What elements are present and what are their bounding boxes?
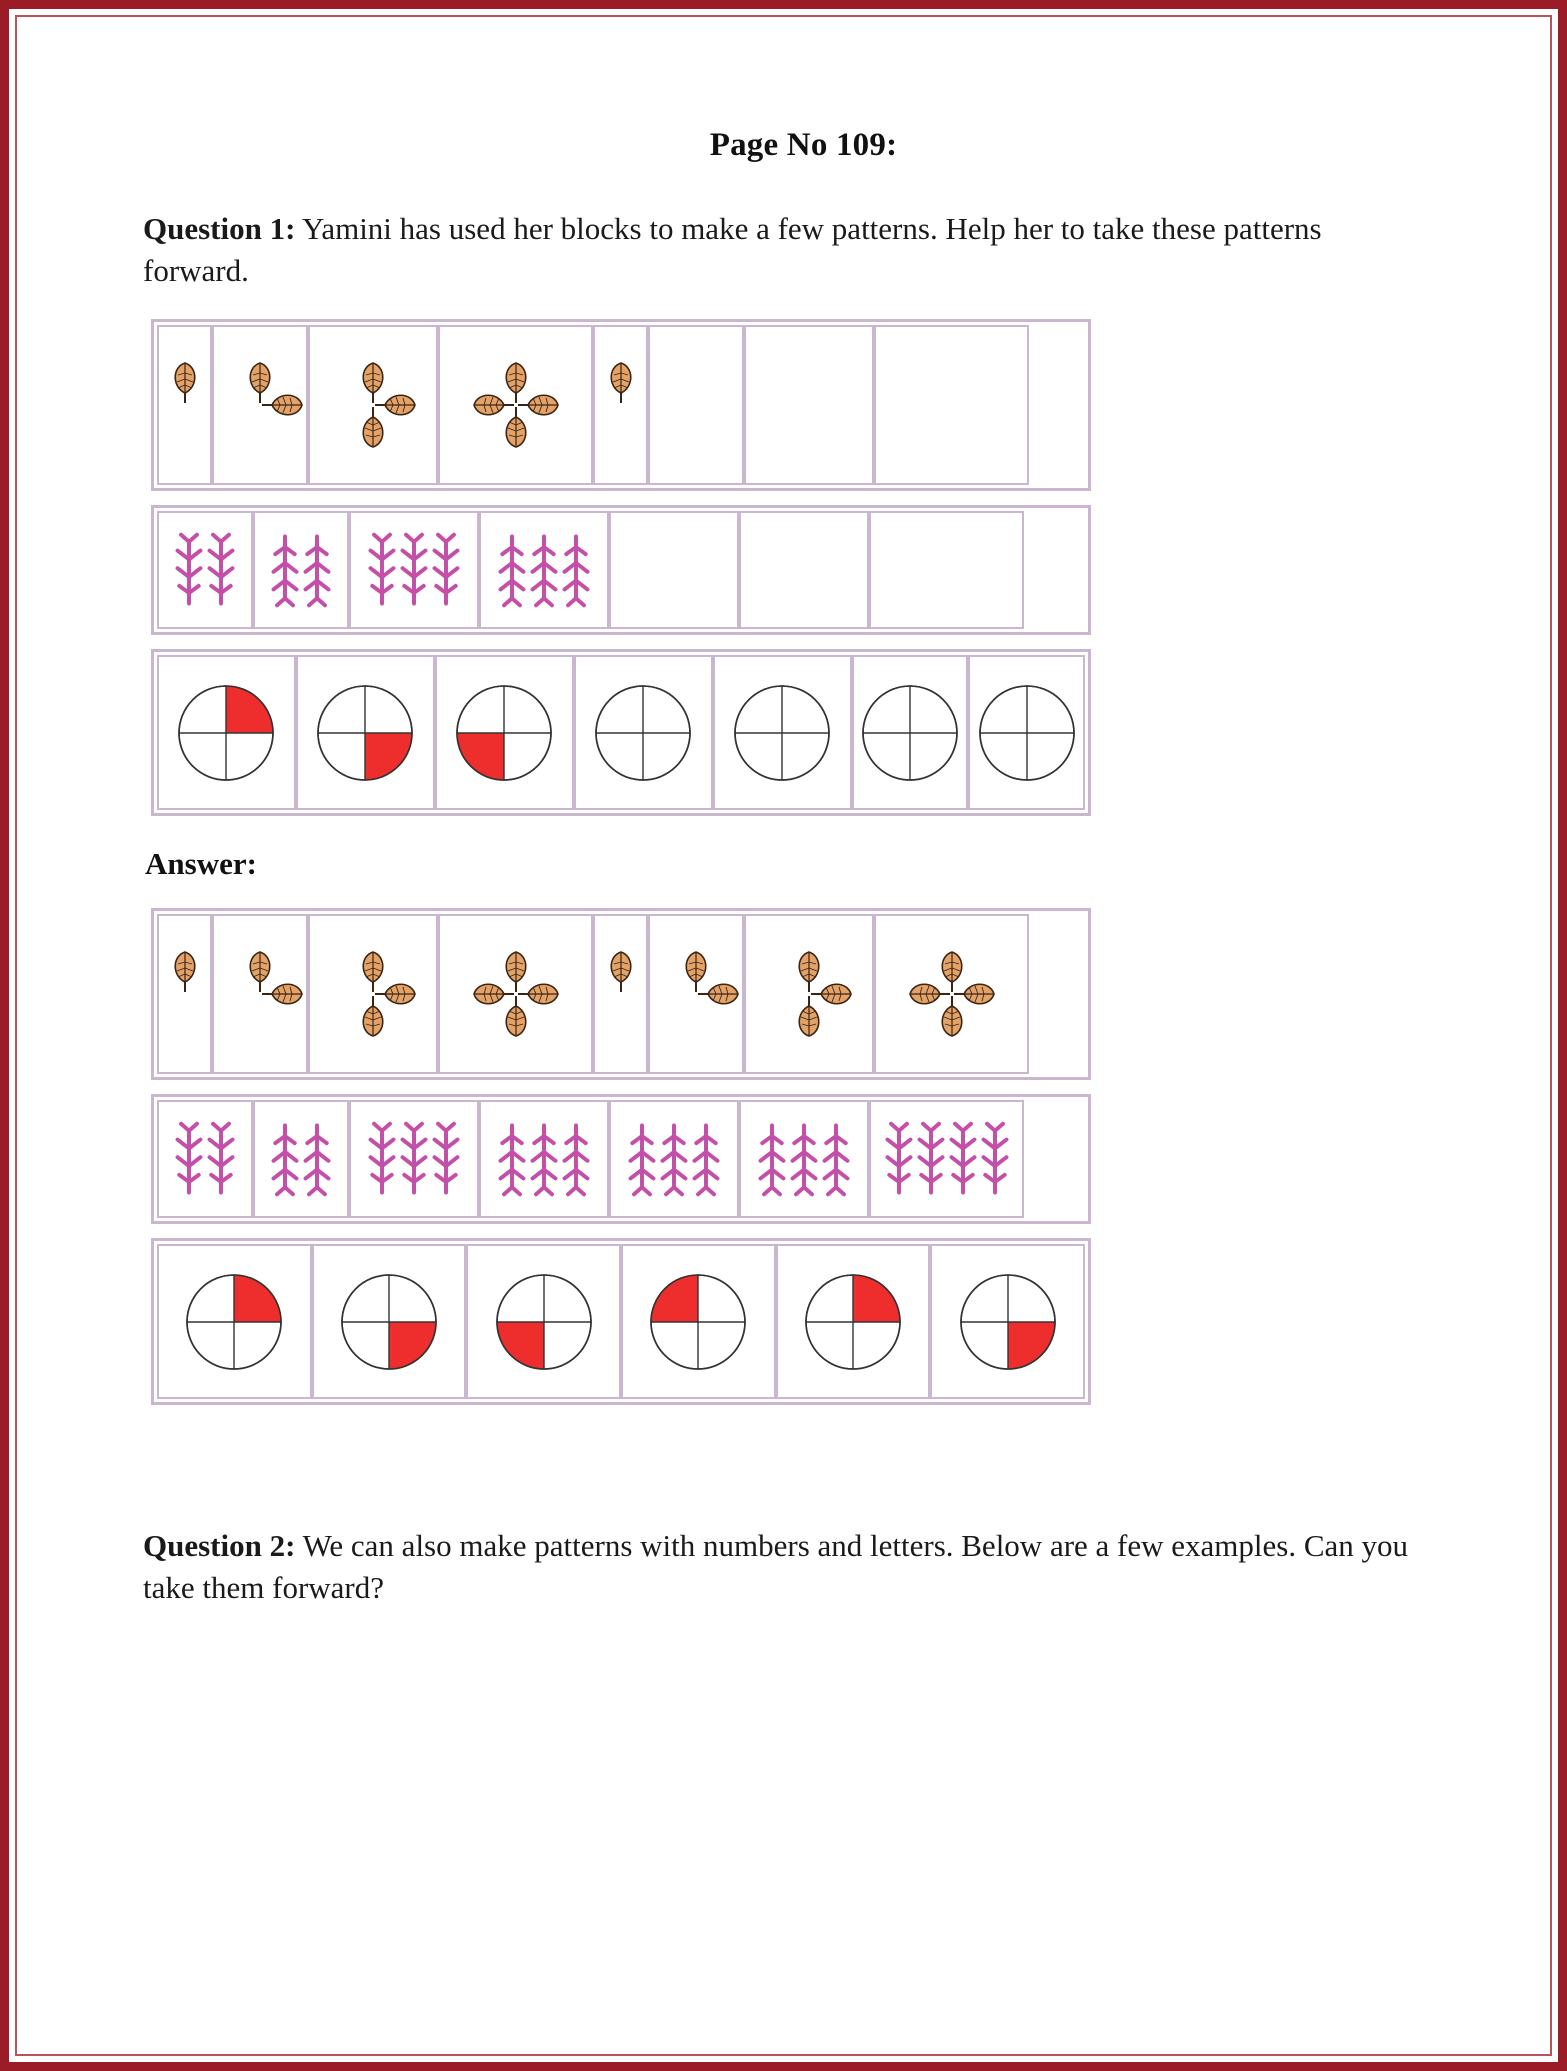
leaf-icon: [794, 994, 824, 1038]
pattern-cell: [852, 655, 969, 810]
pattern-cell: [157, 914, 212, 1074]
circle-pattern-question: [151, 649, 1091, 816]
circle-icon: [313, 681, 417, 785]
plant-group: [741, 1102, 867, 1216]
pattern-cell: [312, 1244, 467, 1399]
pattern-cell: [869, 1100, 1024, 1218]
leaf-icon: [472, 979, 516, 1009]
plant-group: [871, 513, 1022, 627]
pattern-cell: [157, 1100, 253, 1218]
pattern-cell: [435, 655, 574, 810]
pattern-cell: [648, 325, 744, 485]
leaf-group: [746, 916, 872, 1072]
circle-icon: [182, 1270, 286, 1374]
plant-icon: [270, 528, 300, 612]
pattern-cell: [308, 914, 438, 1074]
leaf-group: [595, 327, 646, 483]
pattern-cell: [157, 1244, 312, 1399]
circle-icon: [646, 1270, 750, 1374]
pattern-cell: [349, 511, 479, 629]
leaf-group: [310, 327, 436, 483]
page-inner-border: [15, 15, 1552, 2056]
pattern-cell: [308, 325, 438, 485]
plant-icon: [302, 528, 332, 612]
plant-icon: [821, 1117, 851, 1201]
plant-icon: [206, 1117, 236, 1201]
plant-icon: [399, 528, 429, 612]
leaf-icon: [170, 361, 200, 405]
leaf-group: [876, 916, 1027, 1072]
pattern-cell: [212, 914, 308, 1074]
circle-icon: [174, 681, 278, 785]
leaf-icon: [358, 994, 388, 1038]
question-2-text: We can also make patterns with numbers and letters. Below are a few examples. Can you take them forward?: [143, 1528, 1409, 1605]
pattern-cell: [609, 511, 739, 629]
circle-icon: [858, 681, 962, 785]
question-2-paragraph: [143, 1525, 1424, 1608]
circle-pattern-answer: [151, 1238, 1091, 1405]
pattern-cell: [349, 1100, 479, 1218]
plant-icon: [367, 528, 397, 612]
pattern-cell: [466, 1244, 621, 1399]
pattern-cell: [296, 655, 435, 810]
pattern-cell: [438, 914, 593, 1074]
pattern-cell: [874, 325, 1029, 485]
plant-group: [351, 513, 477, 627]
leaf-icon: [472, 390, 516, 420]
plant-icon: [431, 1117, 461, 1201]
leaf-group: [650, 327, 742, 483]
answer-label: Answer:: [145, 846, 257, 882]
pattern-cell: [968, 655, 1085, 810]
pattern-cell: [744, 914, 874, 1074]
question-1-label: Question 1:: [143, 211, 296, 246]
plant-pattern-question: [151, 505, 1091, 635]
question-1-text: Yamini has used her blocks to make a few patterns. Help her to take these patterns forward.: [143, 211, 1322, 288]
pattern-cell: [930, 1244, 1085, 1399]
leaf-icon: [260, 390, 304, 420]
plant-group: [741, 513, 867, 627]
circle-icon: [591, 681, 695, 785]
plant-icon: [206, 528, 236, 612]
leaf-group: [440, 916, 591, 1072]
plant-icon: [659, 1117, 689, 1201]
pattern-cell: [713, 655, 852, 810]
question-2-label: Question 2:: [143, 1528, 296, 1564]
pattern-cell: [739, 511, 869, 629]
plant-icon: [270, 1117, 300, 1201]
plant-icon: [174, 1117, 204, 1201]
leaf-group: [746, 327, 872, 483]
plant-icon: [757, 1117, 787, 1201]
page-title: Page No 109:: [709, 127, 898, 163]
pattern-cell: [157, 511, 253, 629]
circle-icon: [337, 1270, 441, 1374]
pattern-cell: [479, 1100, 609, 1218]
answer-patterns: [143, 908, 1424, 1405]
plant-icon: [789, 1117, 819, 1201]
pattern-cell: [574, 655, 713, 810]
leaf-pattern-question: [151, 319, 1091, 491]
plant-group: [255, 1102, 347, 1216]
plant-icon: [884, 1117, 914, 1201]
plant-icon: [302, 1117, 332, 1201]
circle-icon: [492, 1270, 596, 1374]
leaf-icon: [908, 979, 952, 1009]
pattern-cell: [157, 325, 212, 485]
circle-icon: [975, 681, 1079, 785]
plant-icon: [174, 528, 204, 612]
pattern-cell: [157, 655, 296, 810]
circle-icon: [956, 1270, 1060, 1374]
pattern-cell: [438, 325, 593, 485]
leaf-group: [595, 916, 646, 1072]
question-1-paragraph: [143, 208, 1424, 291]
leaf-pattern-answer: [151, 908, 1091, 1080]
plant-icon: [529, 1117, 559, 1201]
leaf-group: [310, 916, 436, 1072]
leaf-icon: [606, 950, 636, 994]
plant-icon: [431, 528, 461, 612]
leaf-group: [159, 916, 210, 1072]
plant-group: [255, 513, 347, 627]
plant-icon: [948, 1117, 978, 1201]
pattern-cell: [253, 511, 349, 629]
plant-group: [481, 513, 607, 627]
plant-icon: [561, 528, 591, 612]
circle-icon: [452, 681, 556, 785]
plant-group: [611, 1102, 737, 1216]
plant-icon: [561, 1117, 591, 1201]
leaf-group: [159, 327, 210, 483]
leaf-icon: [606, 361, 636, 405]
leaf-icon: [260, 979, 304, 1009]
pattern-cell: [776, 1244, 931, 1399]
leaf-group: [440, 327, 591, 483]
pattern-cell: [869, 511, 1024, 629]
plant-group: [871, 1102, 1022, 1216]
plant-icon: [497, 1117, 527, 1201]
page-content: [17, 17, 1550, 1608]
plant-group: [481, 1102, 607, 1216]
leaf-icon: [358, 405, 388, 449]
plant-group: [351, 1102, 477, 1216]
plant-icon: [497, 528, 527, 612]
leaf-icon: [170, 950, 200, 994]
plant-icon: [980, 1117, 1010, 1201]
leaf-group: [650, 916, 742, 1072]
circle-icon: [801, 1270, 905, 1374]
pattern-cell: [593, 325, 648, 485]
leaf-group: [214, 916, 306, 1072]
pattern-cell: [212, 325, 308, 485]
pattern-cell: [874, 914, 1029, 1074]
question-patterns: [143, 319, 1424, 816]
pattern-cell: [479, 511, 609, 629]
pattern-cell: [621, 1244, 776, 1399]
plant-icon: [916, 1117, 946, 1201]
plant-icon: [399, 1117, 429, 1201]
plant-icon: [691, 1117, 721, 1201]
leaf-group: [876, 327, 1027, 483]
circle-icon: [730, 681, 834, 785]
plant-icon: [529, 528, 559, 612]
leaf-group: [214, 327, 306, 483]
plant-icon: [627, 1117, 657, 1201]
pattern-cell: [648, 914, 744, 1074]
plant-group: [611, 513, 737, 627]
pattern-cell: [744, 325, 874, 485]
pattern-cell: [609, 1100, 739, 1218]
plant-icon: [367, 1117, 397, 1201]
leaf-icon: [696, 979, 740, 1009]
pattern-cell: [253, 1100, 349, 1218]
plant-group: [159, 513, 251, 627]
plant-group: [159, 1102, 251, 1216]
plant-pattern-answer: [151, 1094, 1091, 1224]
pattern-cell: [739, 1100, 869, 1218]
pattern-cell: [593, 914, 648, 1074]
